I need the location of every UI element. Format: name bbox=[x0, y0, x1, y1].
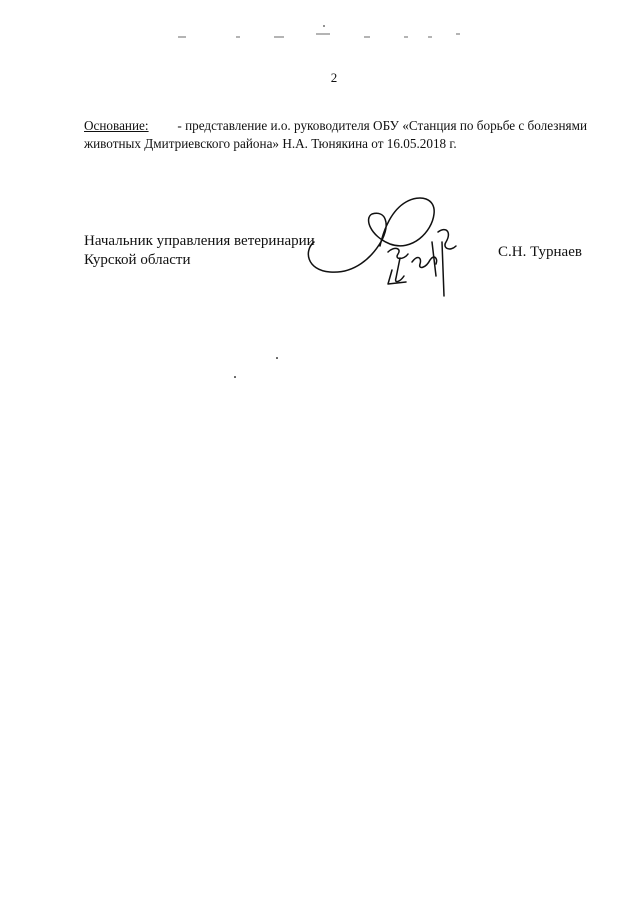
scan-artifacts bbox=[0, 0, 640, 60]
basis-text-line-2: животных Дмитриевского района» Н.А. Тюнякина от 16.05.2018 г. bbox=[84, 136, 457, 151]
basis-line-1 bbox=[84, 117, 587, 135]
handwritten-signature bbox=[300, 192, 470, 302]
scan-speck bbox=[276, 357, 278, 359]
basis-block bbox=[84, 117, 587, 153]
page-number: 2 bbox=[330, 70, 338, 85]
scan-speck bbox=[234, 376, 236, 378]
signatory-position-line-1: Начальник управления ветеринарии bbox=[84, 233, 315, 249]
signatory-name: С.Н. Турнаев bbox=[498, 244, 582, 260]
basis-text-line-1: - представление и.о. руководителя ОБУ «Станция по борьбе с болезнями bbox=[177, 118, 587, 133]
signatory-position-line-2: Курской области bbox=[84, 252, 191, 268]
signatory-position bbox=[84, 232, 315, 270]
basis-label: Основание: bbox=[84, 118, 149, 133]
